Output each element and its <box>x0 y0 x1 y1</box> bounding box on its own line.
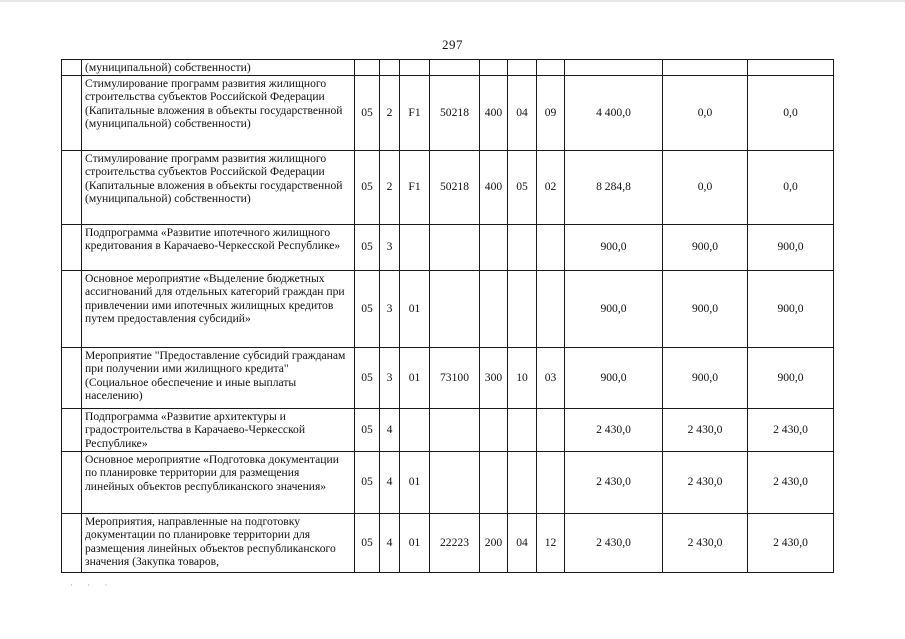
col-direction-cell: 01 <box>400 513 430 572</box>
col-chapter-cell: 04 <box>508 75 537 150</box>
row-number-cell <box>62 513 82 572</box>
amount-year-3-cell: 2 430,0 <box>748 451 834 513</box>
col-subprogram-cell: 2 <box>380 75 400 150</box>
amount-year-1-cell: 2 430,0 <box>565 513 663 572</box>
col-expense-type-cell: 300 <box>480 347 508 408</box>
col-chapter-cell: 05 <box>508 150 537 224</box>
col-direction-cell <box>400 224 430 270</box>
col-chapter-cell <box>508 224 537 270</box>
col-subsection-cell: 02 <box>537 150 565 224</box>
amount-year-2-cell: 900,0 <box>663 224 748 270</box>
amount-year-1-cell: 900,0 <box>565 224 663 270</box>
col-section-cell <box>355 60 380 76</box>
table-row <box>62 408 834 451</box>
col-target-article-cell <box>430 408 480 451</box>
table-row <box>62 150 834 224</box>
amount-year-2-cell: 900,0 <box>663 270 748 347</box>
amount-year-3-cell: 900,0 <box>748 270 834 347</box>
col-direction-cell: F1 <box>400 150 430 224</box>
amount-year-2-cell: 2 430,0 <box>663 451 748 513</box>
amount-year-3-cell: 0,0 <box>748 150 834 224</box>
amount-year-1-cell: 900,0 <box>565 270 663 347</box>
table-row <box>62 451 834 513</box>
amount-year-2-cell <box>663 60 748 76</box>
col-section-cell: 05 <box>355 224 380 270</box>
col-chapter-cell <box>508 270 537 347</box>
row-number-cell <box>62 224 82 270</box>
col-subprogram-cell: 4 <box>380 408 400 451</box>
amount-year-1-cell: 2 430,0 <box>565 451 663 513</box>
col-subprogram-cell: 2 <box>380 150 400 224</box>
col-subprogram-cell: 3 <box>380 224 400 270</box>
col-subsection-cell <box>537 60 565 76</box>
col-expense-type-cell <box>480 408 508 451</box>
row-number-cell <box>62 150 82 224</box>
amount-year-2-cell: 2 430,0 <box>663 408 748 451</box>
col-expense-type-cell: 200 <box>480 513 508 572</box>
col-expense-type-cell: 400 <box>480 150 508 224</box>
row-name-cell: Стимулирование программ развития жилищного строительства субъектов Российской Федерации (Капитальные вложения в объекты государственной (муниципальной) собственности) <box>82 150 355 224</box>
scan-top-edge <box>0 0 905 2</box>
table-row <box>62 224 834 270</box>
row-number-cell <box>62 451 82 513</box>
table-row <box>62 513 834 572</box>
amount-year-1-cell: 4 400,0 <box>565 75 663 150</box>
row-number-cell <box>62 408 82 451</box>
col-target-article-cell <box>430 451 480 513</box>
table-row <box>62 270 834 347</box>
amount-year-3-cell <box>748 60 834 76</box>
col-subsection-cell: 03 <box>537 347 565 408</box>
col-direction-cell: 01 <box>400 270 430 347</box>
row-number-cell <box>62 347 82 408</box>
col-section-cell: 05 <box>355 513 380 572</box>
col-chapter-cell: 10 <box>508 347 537 408</box>
table-row <box>62 60 834 76</box>
col-target-article-cell <box>430 270 480 347</box>
col-section-cell: 05 <box>355 347 380 408</box>
col-direction-cell: 01 <box>400 347 430 408</box>
amount-year-2-cell: 0,0 <box>663 150 748 224</box>
col-target-article-cell: 50218 <box>430 75 480 150</box>
amount-year-3-cell: 900,0 <box>748 347 834 408</box>
col-direction-cell <box>400 408 430 451</box>
col-section-cell: 05 <box>355 408 380 451</box>
col-target-article-cell <box>430 60 480 76</box>
col-target-article-cell: 22223 <box>430 513 480 572</box>
col-chapter-cell <box>508 408 537 451</box>
row-number-cell <box>62 270 82 347</box>
col-direction-cell: 01 <box>400 451 430 513</box>
col-subsection-cell <box>537 408 565 451</box>
table-row <box>62 75 834 150</box>
col-subsection-cell <box>537 270 565 347</box>
row-number-cell <box>62 60 82 76</box>
col-chapter-cell <box>508 60 537 76</box>
row-name-cell: Мероприятие "Предоставление субсидий гражданам при получении ими жилищного кредита" (Социальное обеспечение и иные выплаты населению) <box>82 347 355 408</box>
budget-table <box>61 59 834 573</box>
col-subprogram-cell: 4 <box>380 451 400 513</box>
amount-year-1-cell: 2 430,0 <box>565 408 663 451</box>
col-direction-cell <box>400 60 430 76</box>
col-chapter-cell: 04 <box>508 513 537 572</box>
amount-year-3-cell: 2 430,0 <box>748 408 834 451</box>
col-subprogram-cell: 3 <box>380 347 400 408</box>
amount-year-1-cell: 900,0 <box>565 347 663 408</box>
col-target-article-cell: 50218 <box>430 150 480 224</box>
col-expense-type-cell <box>480 451 508 513</box>
row-name-cell: Подпрограмма «Развитие ипотечного жилищного кредитования в Карачаево-Черкесской Республике» <box>82 224 355 270</box>
scan-artifact-dots: · · · <box>70 580 114 590</box>
col-section-cell: 05 <box>355 150 380 224</box>
col-subsection-cell: 09 <box>537 75 565 150</box>
col-subsection-cell <box>537 451 565 513</box>
row-name-cell: Стимулирование программ развития жилищного строительства субъектов Российской Федерации (Капитальные вложения в объекты государственной (муниципальной) собственности) <box>82 75 355 150</box>
col-subprogram-cell: 3 <box>380 270 400 347</box>
page-number: 297 <box>442 37 463 52</box>
col-expense-type-cell: 400 <box>480 75 508 150</box>
amount-year-3-cell: 0,0 <box>748 75 834 150</box>
col-target-article-cell: 73100 <box>430 347 480 408</box>
amount-year-2-cell: 2 430,0 <box>663 513 748 572</box>
amount-year-3-cell: 900,0 <box>748 224 834 270</box>
col-section-cell: 05 <box>355 451 380 513</box>
amount-year-2-cell: 0,0 <box>663 75 748 150</box>
row-name-cell: Мероприятия, направленные на подготовку документации по планировке территории для размещения линейных объектов республиканского значения (Закупка товаров, <box>82 513 355 572</box>
row-name-cell: Подпрограмма «Развитие архитектуры и градостроительства в Карачаево-Черкесской Республике» <box>82 408 355 451</box>
col-subsection-cell <box>537 224 565 270</box>
col-target-article-cell <box>430 224 480 270</box>
col-direction-cell: F1 <box>400 75 430 150</box>
amount-year-3-cell: 2 430,0 <box>748 513 834 572</box>
amount-year-2-cell: 900,0 <box>663 347 748 408</box>
col-section-cell: 05 <box>355 75 380 150</box>
col-expense-type-cell <box>480 60 508 76</box>
row-name-cell: (муниципальной) собственности) <box>82 60 355 76</box>
col-chapter-cell <box>508 451 537 513</box>
col-subprogram-cell <box>380 60 400 76</box>
col-subsection-cell: 12 <box>537 513 565 572</box>
table-body <box>62 60 834 573</box>
col-subprogram-cell: 4 <box>380 513 400 572</box>
col-section-cell: 05 <box>355 270 380 347</box>
table-row <box>62 347 834 408</box>
col-expense-type-cell <box>480 224 508 270</box>
row-number-cell <box>62 75 82 150</box>
col-expense-type-cell <box>480 270 508 347</box>
amount-year-1-cell: 8 284,8 <box>565 150 663 224</box>
row-name-cell: Основное мероприятие «Выделение бюджетных ассигнований для отдельных категорий граждан при привлечении ими ипотечных жилищных кредитов путем предоставления субсидий» <box>82 270 355 347</box>
row-name-cell: Основное мероприятие «Подготовка документации по планировке территории для размещения линейных объектов республиканского значения» <box>82 451 355 513</box>
amount-year-1-cell <box>565 60 663 76</box>
